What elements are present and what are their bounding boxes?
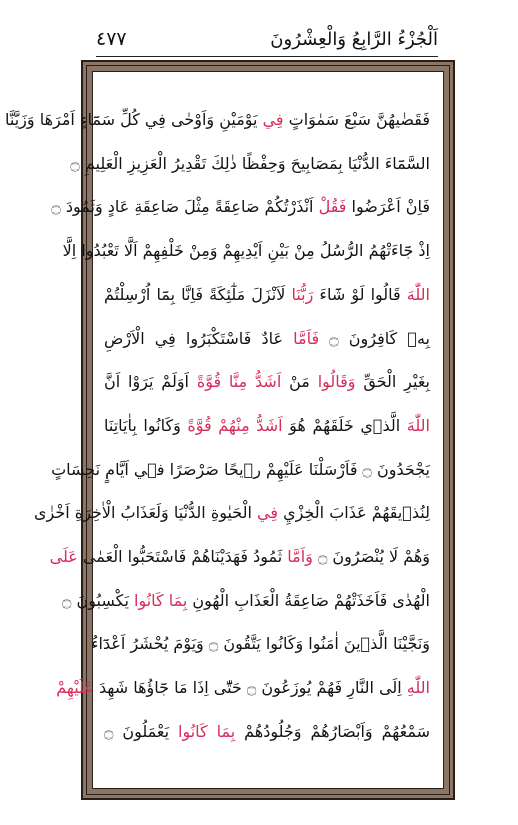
text-segment: اِذْ جَٓاءَتْهُمُ الرُّسُلُ مِنْ بَيْنِ اَيْدِيهِمْ وَمِنْ خَلْفِهِمْ اَلَّا تَعْبُدُوا اِلَّا [62,241,430,261]
text-segment: الْحَيٰوةِ الدُّنْيَا وَلَعَذَابُ الْاٰخِرَةِ اَخْزٰى [34,503,258,523]
text-line [104,319,430,359]
text-segment: بِغَيْرِ الْحَقِّ [355,372,430,392]
highlighted-word: اللّٰهَ [406,284,430,304]
text-line [34,493,430,533]
text-segment: الَّذ۪ي خَلَقَهُمْ هُوَ [282,415,407,435]
highlighted-word: رَبُّنَا [291,284,314,304]
text-line [104,406,430,446]
text-segment: فَقَضٰيهُنَّ سَبْعَ سَمٰوَاتٍ [283,110,430,129]
highlighted-word: فِي [262,110,284,129]
text-segment: وَهُمْ لَا يُنْصَرُونَ ۝ [312,547,430,567]
highlighted-word: وَقَالُوا [317,372,356,392]
text-segment: فَاِنْ اَعْرَضُوا [346,197,430,217]
highlighted-word: بِمَا كَانُوا [178,721,236,741]
highlighted-word: فَقُلْ [318,197,347,217]
highlighted-word: اَشَدُّ مِنْهُمْ قُوَّةً [187,415,283,435]
text-line [62,581,430,621]
text-line [56,668,430,708]
text-segment: بِه۪ كَافِرُونَ ۝ [319,328,430,348]
highlighted-word: وَاَمَّا [287,547,313,567]
text-segment: قَالُوا لَوْ شَٓاءَ [313,284,407,304]
text-line [104,362,430,402]
highlighted-word: فَاَمَّا [293,328,320,348]
text-segment: الْهُدٰى فَاَخَذَتْهُمْ صَاعِقَةُ الْعَذَابِ الْهُونِ [187,590,430,610]
juz-title: اَلْجُزْءُ الرَّابِعُ وَالْعِشْرُونَ [270,28,438,50]
text-line [104,275,430,315]
highlighted-word: اللّٰهِ [406,678,430,698]
highlighted-word: اَشَدُّ مِنَّا قُوَّةً [196,372,282,392]
text-line [51,187,430,227]
text-segment: وَنَجَّيْنَا الَّذ۪ينَ اٰمَنُوا وَكَانُوا يَتَّقُونَ ۝ وَيَوْمَ يُحْشَرُ اَعْدَٓاءُ [91,634,430,654]
text-line [70,144,430,184]
text-segment: عَادٌ فَاسْتَكْبَرُوا فِي الْاَرْضِ [104,328,294,348]
text-segment: اَوَلَمْ يَرَوْا اَنَّ [104,372,197,392]
text-segment: السَّمَٓاءَ الدُّنْيَا بِمَصَابِيحَ وَحِفْظًا ذٰلِكَ تَقْدِيرُ الْعَزِيزِ الْعَلِيمِ ۝ [70,153,430,173]
text-line [5,100,430,140]
highlighted-word: اللّٰهَ [406,415,430,435]
highlighted-word: عَلَى [49,547,78,567]
text-segment: يَكْسِبُونَ ۝ [62,590,134,610]
text-segment: سَمْعُهُمْ وَاَبْصَارُهُمْ وَجُلُودُهُمْ [235,721,430,741]
text-segment: ثَمُودُ فَهَدَيْنَاهُمْ فَاسْتَحَبُّوا الْعَمٰى [77,547,288,567]
highlighted-word: بِمَا كَانُوا [134,590,188,610]
text-segment: يَعْمَلُونَ ۝ [104,721,178,741]
text-segment: اِلَى النَّارِ فَهُمْ يُوزَعُونَ ۝ حَتّٰٓى اِذَا مَا جَٓاؤُهَا شَهِدَ [93,678,407,698]
text-segment: اَنْذَرْتُكُمْ صَاعِقَةً مِثْلَ صَاعِقَةِ عَادٍ وَثَمُودَ ۝ [51,197,319,217]
highlighted-word: عَلَيْهِمْ [56,678,94,698]
text-line [91,624,430,664]
page-number: ٤٧٧ [96,28,127,50]
page-header [96,22,438,57]
text-line [51,450,430,490]
text-segment: وَكَانُوا بِاٰيَاتِنَا [104,415,188,435]
text-line [49,537,430,577]
text-segment: لَاَنْزَلَ مَلٰٓئِكَةً فَاِنَّا بِمَٓا اُرْسِلْتُمْ [104,284,292,304]
quran-text-block [5,100,430,752]
text-line [104,712,430,752]
text-line [62,231,430,271]
text-segment: مَنْ [281,372,318,392]
highlighted-word: فِي [257,503,279,523]
text-segment: يَوْمَيْنِ وَاَوْحٰى فِي كُلِّ سَمَٓاءٍ اَمْرَهَا وَزَيَّنَّا [5,110,263,129]
text-segment: لِنُذ۪يقَهُمْ عَذَابَ الْخِزْيِ [278,503,430,523]
text-segment: يَجْحَدُونَ ۝ فَاَرْسَلْنَا عَلَيْهِمْ ر۪يحًا صَرْصَرًا ف۪ي اَيَّامٍ نَحِسَاتٍ [51,459,430,479]
